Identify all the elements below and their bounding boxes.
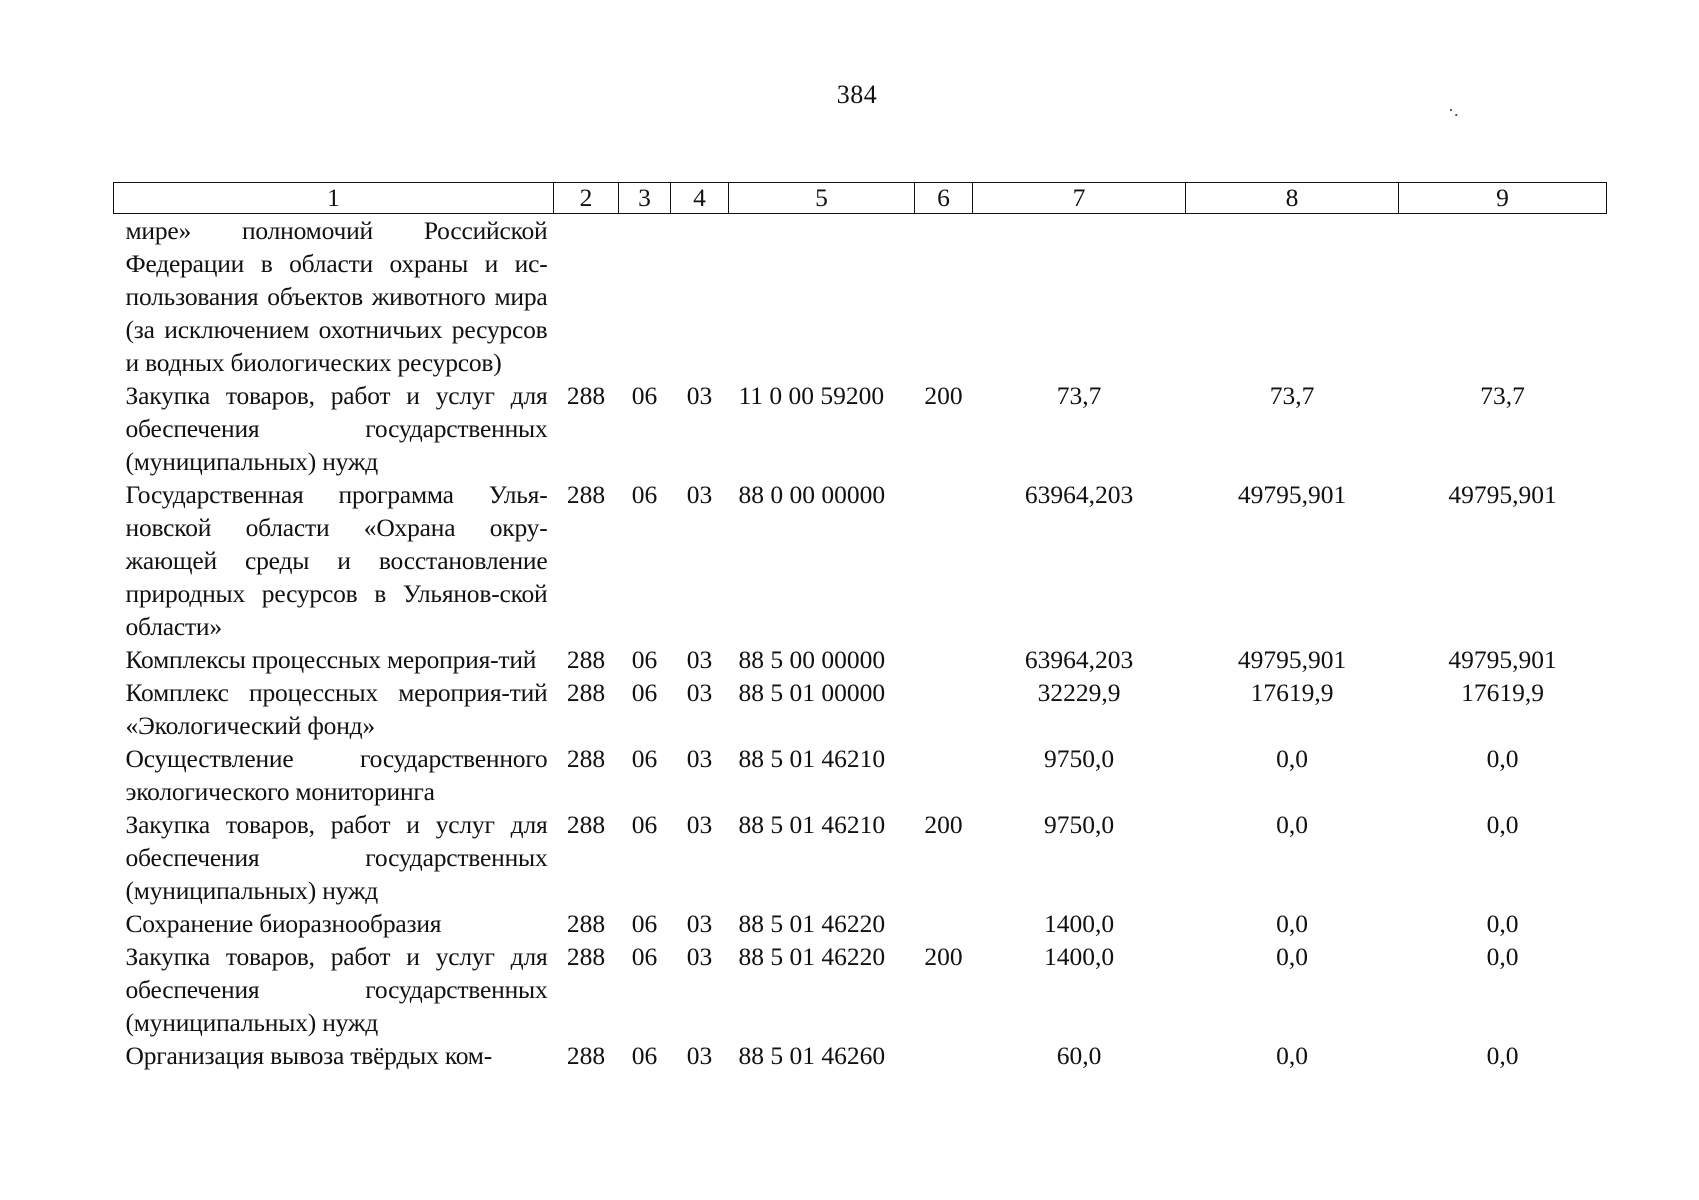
cell-col-7: 32229,9 (1037, 678, 1121, 707)
cell-col-2: 288 (566, 810, 606, 839)
header-col-9: 9 (1399, 183, 1607, 214)
header-col-3: 3 (619, 183, 671, 214)
cell-col-8: 0,0 (1276, 942, 1308, 971)
cell-col-8: 0,0 (1276, 744, 1308, 773)
cell-col-2: 288 (566, 1041, 606, 1070)
header-col-8: 8 (1186, 183, 1399, 214)
cell-col-2: 288 (566, 942, 606, 971)
cell-col-9: 17619,9 (1461, 678, 1544, 707)
cell-col-4: 03 (686, 678, 713, 707)
cell-col-4: 03 (686, 909, 713, 938)
cell-col-9: 49795,901 (1448, 480, 1557, 509)
row-name: Закупка товаров, работ и услуг для обеспечения государственных (муниципальных) нужд (125, 810, 548, 905)
cell-col-5-code: 88 5 01 46220 (738, 942, 886, 971)
budget-table (113, 182, 1607, 1072)
row-name: Комплексы процессных мероприя-тий (125, 645, 537, 674)
cell-col-6 (915, 907, 973, 940)
cell-col-2: 288 (566, 645, 606, 674)
cell-col-6 (915, 214, 973, 380)
row-name: Комплекс процессных мероприя-тий «Экологический фонд» (125, 678, 548, 740)
cell-col-7 (973, 214, 1186, 380)
cell-col-4: 03 (686, 645, 713, 674)
cell-col-9: 0,0 (1486, 810, 1519, 839)
table-row (114, 379, 1607, 478)
header-row (114, 183, 1607, 214)
cell-col-4: 03 (686, 744, 713, 773)
cell-col-4: 03 (686, 480, 713, 509)
cell-col-3: 06 (631, 381, 658, 410)
cell-col-9: 73,7 (1480, 381, 1525, 410)
cell-col-8: 0,0 (1276, 810, 1308, 839)
row-name: Осуществление государственного экологического мониторинга (125, 744, 548, 806)
cell-col-6: 200 (924, 810, 963, 839)
table-row (114, 478, 1607, 643)
table-row (114, 676, 1607, 742)
cell-col-6 (915, 643, 973, 676)
table-row (114, 742, 1607, 808)
table-row (114, 907, 1607, 940)
cell-col-3: 06 (631, 744, 658, 773)
cell-col-5-code: 88 5 00 00000 (738, 645, 886, 674)
cell-col-4: 03 (686, 381, 713, 410)
cell-col-7: 1400,0 (1043, 909, 1115, 938)
cell-col-8 (1186, 214, 1399, 380)
cell-col-3: 06 (631, 909, 658, 938)
cell-col-9: 0,0 (1486, 744, 1519, 773)
table-row (114, 1039, 1607, 1072)
cell-col-9: 0,0 (1486, 909, 1519, 938)
table-row (114, 940, 1607, 1039)
row-name: Закупка товаров, работ и услуг для обеспечения государственных (муниципальных) нужд (125, 381, 548, 476)
cell-col-7: 73,7 (1056, 381, 1102, 410)
header-col-4: 4 (671, 183, 729, 214)
cell-col-9: 49795,901 (1448, 645, 1557, 674)
cell-col-5-code: 88 5 01 46210 (738, 810, 886, 839)
cell-col-8: 0,0 (1276, 1041, 1308, 1070)
cell-col-3 (619, 214, 671, 380)
cell-col-7: 63964,203 (1024, 645, 1134, 674)
cell-col-5-code: 88 5 01 46210 (738, 744, 886, 773)
cell-col-3: 06 (631, 480, 658, 509)
cell-col-8: 17619,9 (1250, 678, 1334, 707)
cell-col-6 (915, 478, 973, 643)
cell-col-2: 288 (566, 480, 606, 509)
header-col-2: 2 (554, 183, 619, 214)
cell-col-5-code (729, 214, 915, 380)
cell-col-6 (915, 676, 973, 742)
header-col-7: 7 (973, 183, 1186, 214)
table-row (114, 643, 1607, 676)
row-name: Закупка товаров, работ и услуг для обеспечения государственных (муниципальных) нужд (125, 942, 548, 1037)
cell-col-6 (915, 1039, 973, 1072)
cell-col-2: 288 (566, 909, 606, 938)
header-col-6: 6 (915, 183, 973, 214)
cell-col-4: 03 (686, 1041, 713, 1070)
row-name: Организация вывоза твёрдых ком- (125, 1041, 493, 1070)
cell-col-7: 1400,0 (1043, 942, 1115, 971)
cell-col-3: 06 (631, 942, 658, 971)
cell-col-7: 9750,0 (1043, 744, 1115, 773)
cell-col-5-code: 88 5 01 46220 (738, 909, 886, 938)
cell-col-9 (1399, 214, 1607, 380)
cell-col-3: 06 (631, 678, 658, 707)
table-body (114, 214, 1607, 1073)
cell-col-9: 0,0 (1486, 1041, 1519, 1070)
cell-col-6 (915, 742, 973, 808)
cell-col-5-code: 11 0 00 59200 (738, 381, 885, 410)
cell-col-8: 49795,901 (1237, 645, 1347, 674)
cell-col-8: 73,7 (1269, 381, 1315, 410)
table-row (114, 808, 1607, 907)
cell-col-5-code: 88 5 01 46260 (738, 1041, 886, 1070)
row-name: Сохранение биоразнообразия (125, 909, 442, 938)
cell-col-3: 06 (631, 1041, 658, 1070)
cell-col-2: 288 (566, 744, 606, 773)
cell-col-2 (554, 214, 619, 380)
cell-col-4 (671, 214, 729, 380)
cell-col-9: 0,0 (1486, 942, 1519, 971)
scan-speck: ·. (1448, 100, 1459, 120)
row-name: Государственная программа Улья-новской области «Охрана окру-жающей среды и восстановление природных ресурсов в Ульянов-ской области» (125, 480, 548, 641)
cell-col-2: 288 (566, 678, 606, 707)
cell-col-7: 63964,203 (1024, 480, 1134, 509)
cell-col-2: 288 (566, 381, 606, 410)
row-name: мире» полномочий Российской Федерации в области охраны и ис-пользования объектов животного мира (за исключением охотничьих ресурсов и водных биологических ресурсов) (125, 216, 548, 377)
cell-col-6: 200 (924, 942, 963, 971)
cell-col-5-code: 88 0 00 00000 (738, 480, 886, 509)
table-header (114, 183, 1607, 214)
header-col-5: 5 (729, 183, 915, 214)
page-number: 384 (836, 80, 878, 109)
cell-col-6: 200 (924, 381, 963, 410)
cell-col-3: 06 (631, 810, 658, 839)
cell-col-8: 49795,901 (1237, 480, 1347, 509)
cell-col-3: 06 (631, 645, 658, 674)
header-col-1: 1 (114, 183, 554, 214)
table-row (114, 214, 1607, 380)
cell-col-4: 03 (686, 942, 713, 971)
cell-col-5-code: 88 5 01 00000 (738, 678, 886, 707)
cell-col-8: 0,0 (1276, 909, 1308, 938)
cell-col-7: 9750,0 (1043, 810, 1115, 839)
cell-col-7: 60,0 (1056, 1041, 1102, 1070)
cell-col-4: 03 (686, 810, 713, 839)
